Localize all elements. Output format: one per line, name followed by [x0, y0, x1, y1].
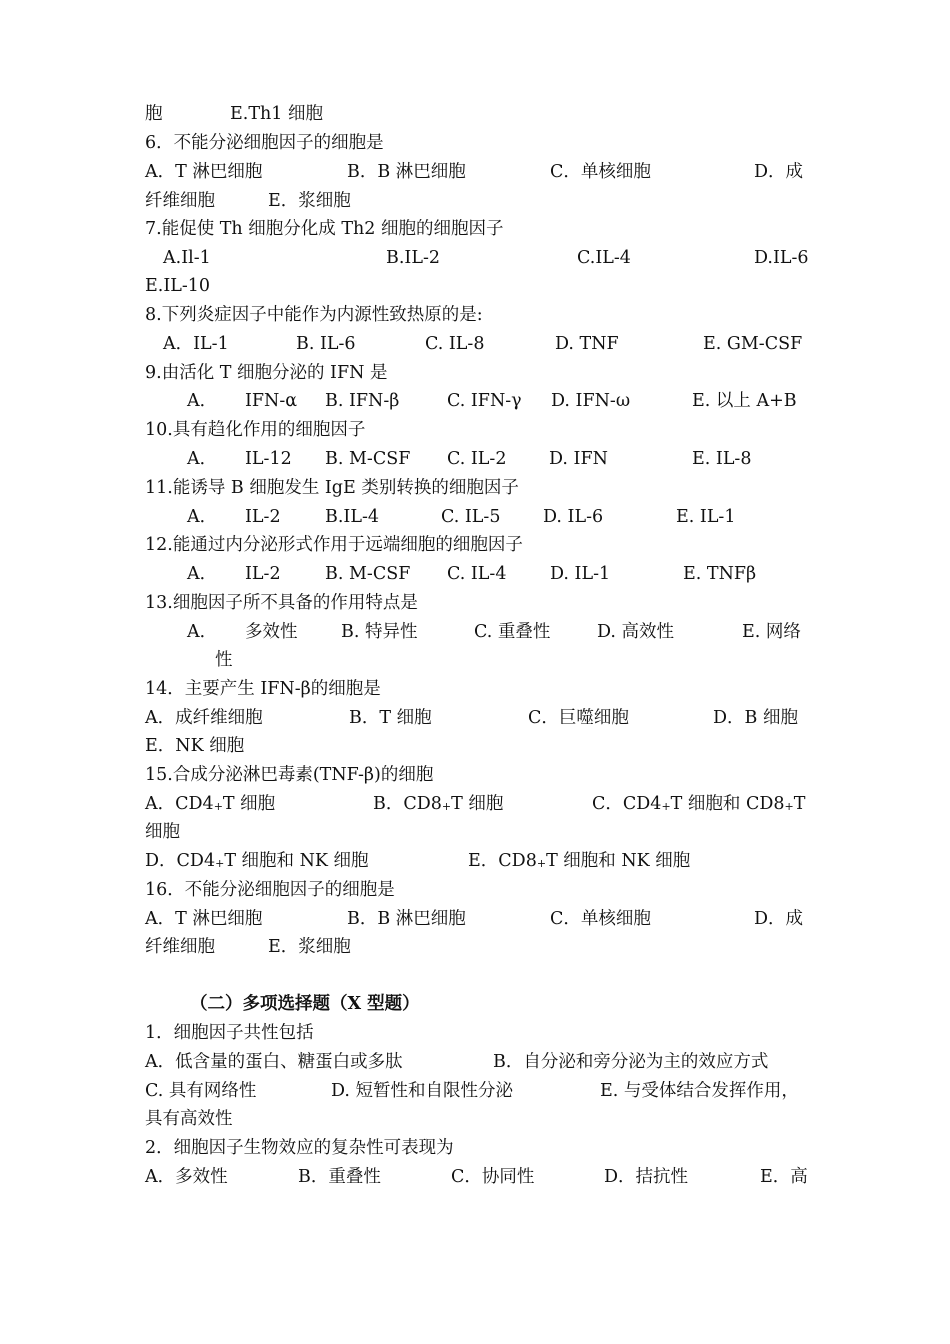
option-c: C．单核细胞	[550, 162, 651, 182]
option-a: A．T 淋巴细胞	[145, 909, 263, 929]
question-stem: 8.下列炎症因子中能作为内源性致热原的是:	[145, 305, 483, 325]
option-b: B. M-CSF	[325, 564, 411, 584]
option-d	[145, 850, 369, 875]
question-stem: 6．不能分泌细胞因子的细胞是	[145, 133, 384, 153]
option-d: D. IL-6	[543, 507, 604, 527]
question-stem: 7.能促使 Th 细胞分化成 Th2 细胞的细胞因子	[145, 219, 504, 239]
option-d: D. IFN-ω	[551, 391, 631, 411]
option-e: E．浆细胞	[268, 191, 351, 211]
option-e: E．高	[760, 1167, 808, 1187]
option-d-label: D．CD4	[145, 851, 216, 871]
question-stem: 1．细胞因子共性包括	[145, 1023, 314, 1043]
option-e: E. 与受体结合发挥作用，	[600, 1081, 799, 1101]
option-d-rest: T 细胞和 NK 细胞	[224, 851, 369, 871]
text-fragment: 胞	[145, 104, 163, 124]
option-c: C. 具有网络性	[145, 1081, 257, 1101]
option-a: A．成纤维细胞	[145, 708, 263, 728]
option-c-rest: T 细胞和 CD8	[670, 794, 785, 814]
option-e-label: E．CD8	[468, 851, 537, 871]
option-a-key: A．	[187, 564, 218, 584]
question-stem: 11.能诱导 B 细胞发生 IgE 类别转换的细胞因子	[145, 478, 519, 498]
option-continuation: 纤维细胞	[145, 937, 215, 957]
option-b: B．自分泌和旁分泌为主的效应方式	[493, 1052, 769, 1072]
option-c	[592, 793, 805, 818]
option-a: IL-2	[245, 507, 281, 527]
question-stem: 13.细胞因子所不具备的作用特点是	[145, 593, 418, 613]
option-e: E. IL-1	[676, 507, 736, 527]
option-d: D. 短暂性和自限性分泌	[331, 1081, 514, 1101]
question-stem: 10.具有趋化作用的细胞因子	[145, 420, 366, 440]
option-c: C. IL-2	[447, 449, 507, 469]
question-stem: 14．主要产生 IFN-β的细胞是	[145, 679, 381, 699]
option-a-rest: T 细胞	[222, 794, 276, 814]
option-d: D. TNF	[555, 334, 619, 354]
option-a-key: A．	[187, 391, 218, 411]
option-a-key: A．	[187, 507, 218, 527]
option-continuation: 细胞	[145, 822, 180, 842]
option-e: E.IL-10	[145, 276, 211, 296]
option-a: A．低含量的蛋白、糖蛋白或多肽	[145, 1052, 403, 1072]
option-c: C. IL-5	[441, 507, 501, 527]
option-c: C. IL-4	[447, 564, 507, 584]
question-stem: 9.由活化 T 细胞分泌的 IFN 是	[145, 363, 388, 383]
superscript-plus: +	[213, 800, 223, 813]
option-b: B. 特异性	[341, 622, 418, 642]
option-e: E. IL-8	[692, 449, 752, 469]
option-c: C. IL-8	[425, 334, 485, 354]
option-d: D.IL-6	[754, 248, 809, 268]
option-b: B. M-CSF	[325, 449, 411, 469]
option-continuation: 具有高效性	[145, 1109, 233, 1129]
option-e: E. 以上 A+B	[692, 391, 797, 411]
option-e: E. TNFβ	[683, 564, 757, 584]
section-heading: （二）多项选择题（X 型题）	[190, 994, 420, 1014]
option-c: C. 重叠性	[474, 622, 551, 642]
option-b: B．B 淋巴细胞	[347, 909, 466, 929]
superscript-plus: +	[661, 800, 671, 813]
option-a-label: A．CD4	[145, 794, 214, 814]
option-a-key: A．	[187, 449, 218, 469]
option-a: A．多效性	[145, 1167, 228, 1187]
option-d: D．成	[754, 909, 804, 929]
option-b: B. IL-6	[296, 334, 356, 354]
option-b-rest: T 细胞	[451, 794, 504, 814]
option-d: D. 高效性	[597, 622, 675, 642]
option-e: E．浆细胞	[268, 937, 351, 957]
option-a: A．IL-1	[163, 334, 229, 354]
option-a	[145, 793, 275, 818]
option-c: C．巨噬细胞	[528, 708, 629, 728]
superscript-plus: +	[784, 800, 794, 813]
option-e-rest: T 细胞和 NK 细胞	[546, 851, 691, 871]
option-continuation: 纤维细胞	[145, 191, 215, 211]
option-d: D．拮抗性	[604, 1167, 689, 1187]
option-a: IL-2	[245, 564, 281, 584]
option-a: A.Il-1	[163, 248, 211, 268]
option-c: C．协同性	[451, 1167, 535, 1187]
question-stem: 15.合成分泌淋巴毒素(TNF-β)的细胞	[145, 765, 434, 785]
superscript-plus: +	[441, 800, 452, 813]
option-e	[468, 850, 690, 875]
option-d: D．B 细胞	[713, 708, 798, 728]
option-e: E.Th1 细胞	[230, 104, 323, 124]
option-b-label: B．CD8	[373, 794, 442, 814]
option-continuation: 性	[215, 650, 233, 670]
option-b: B．重叠性	[298, 1167, 381, 1187]
option-b: B．T 细胞	[349, 708, 432, 728]
option-b	[373, 793, 503, 818]
question-stem: 16．不能分泌细胞因子的细胞是	[145, 880, 395, 900]
option-e: E. 网络	[742, 622, 801, 642]
option-b: B．B 淋巴细胞	[347, 162, 466, 182]
option-a: 多效性	[245, 622, 298, 642]
option-c: C. IFN-γ	[447, 391, 522, 411]
option-d: D. IFN	[549, 449, 608, 469]
option-c: C.IL-4	[577, 248, 631, 268]
option-b: B. IFN-β	[325, 391, 400, 411]
option-b: B.IL-2	[386, 248, 441, 268]
superscript-plus: +	[536, 857, 547, 870]
option-d: D. IL-1	[550, 564, 611, 584]
superscript-plus: +	[215, 857, 225, 870]
option-a: A．T 淋巴细胞	[145, 162, 263, 182]
option-e: E．NK 细胞	[145, 736, 245, 756]
option-c-tail: T	[793, 794, 806, 814]
option-e: E. GM-CSF	[703, 334, 803, 354]
question-stem: 12.能通过内分泌形式作用于远端细胞的细胞因子	[145, 535, 523, 555]
option-a-key: A．	[187, 622, 218, 642]
option-a: IFN-α	[245, 391, 298, 411]
option-c: C．单核细胞	[550, 909, 651, 929]
option-c-label: C．CD4	[592, 794, 662, 814]
question-stem: 2．细胞因子生物效应的复杂性可表现为	[145, 1138, 454, 1158]
option-d: D．成	[754, 162, 804, 182]
option-a: IL-12	[245, 449, 292, 469]
option-b: B.IL-4	[325, 507, 380, 527]
